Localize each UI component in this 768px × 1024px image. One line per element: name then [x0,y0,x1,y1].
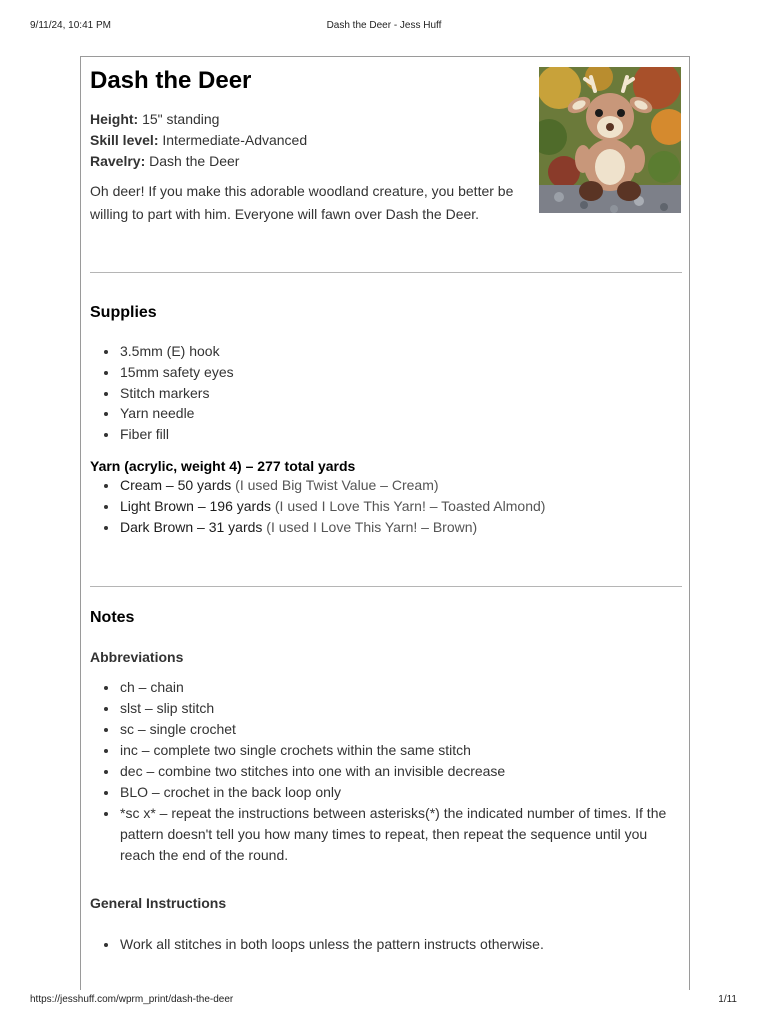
yarn-amount: Dark Brown – 31 yards [120,518,263,535]
supply-item: 15mm safety eyes [120,362,682,383]
recipe-card [80,56,690,990]
yarn-item [120,475,682,496]
print-url: https://jesshuff.com/wprm_print/dash-the-deer [30,994,234,1005]
meta-height [90,109,307,130]
instruction-item: Work all stitches in both loops unless the pattern instructs otherwise. [120,934,682,955]
print-datetime: 9/11/24, 10:41 PM [30,20,111,31]
print-footer [0,988,768,1024]
supply-item: 3.5mm (E) hook [120,341,682,362]
supplies-list [90,341,682,445]
meta-skill-level [90,130,307,151]
meta-value: 15" standing [142,111,220,127]
yarn-amount: Light Brown – 196 yards [120,497,271,514]
meta-label: Skill level: [90,132,159,148]
meta-value: Dash the Deer [149,153,240,169]
page-number: 1/11 [718,994,737,1005]
abbreviation-item: inc – complete two single crochets within the same stitch [120,740,682,761]
meta-label: Height: [90,111,139,127]
general-instructions-heading: General Instructions [90,895,227,911]
yarn-item [120,496,682,517]
yarn-group-title: Yarn (acrylic, weight 4) – 277 total yards [90,458,356,474]
abbreviation-item: slst – slip stitch [120,698,682,719]
yarn-list [90,475,682,537]
abbreviation-item: BLO – crochet in the back loop only [120,782,682,803]
yarn-item [120,517,682,538]
crochet-deer-photo-icon [539,67,681,213]
section-divider [90,272,682,273]
general-instructions-list [90,934,682,955]
yarn-note: (I used Big Twist Value – Cream) [235,477,439,493]
yarn-amount: Cream – 50 yards [120,477,232,493]
abbreviations-list [90,677,682,866]
section-divider [90,586,682,587]
supplies-heading: Supplies [90,304,157,321]
meta-ravelry [90,151,307,172]
recipe-summary: Oh deer! If you make this adorable woodland creature, you better be willing to part with him. Everyone will fawn over Dash the Deer. [90,183,514,222]
supply-item: Stitch markers [120,383,682,404]
supply-item: Yarn needle [120,403,682,424]
meta-label: Ravelry: [90,153,146,169]
meta-value: Intermediate-Advanced [162,132,308,148]
abbreviation-item: *sc x* – repeat the instructions between asterisks(*) the indicated number of times. If the pattern doesn't tell you how many times to repeat, then repeat the sequence until you reach the end of the round. [120,803,682,866]
yarn-note: (I used I Love This Yarn! – Toasted Almond) [274,497,546,514]
abbreviation-item: dec – combine two stitches into one with an invisible decrease [120,761,682,782]
abbreviations-heading: Abbreviations [90,649,184,665]
notes-heading: Notes [90,609,135,626]
recipe-meta [90,109,307,172]
abbreviation-item: sc – single crochet [120,719,682,740]
abbreviation-item: ch – chain [120,677,682,698]
yarn-note: (I used I Love This Yarn! – Brown) [266,518,478,535]
print-header [0,0,768,40]
print-page-title: Dash the Deer - Jess Huff [326,20,442,31]
supply-item: Fiber fill [120,424,682,445]
recipe-title: Dash the Deer [90,67,252,94]
